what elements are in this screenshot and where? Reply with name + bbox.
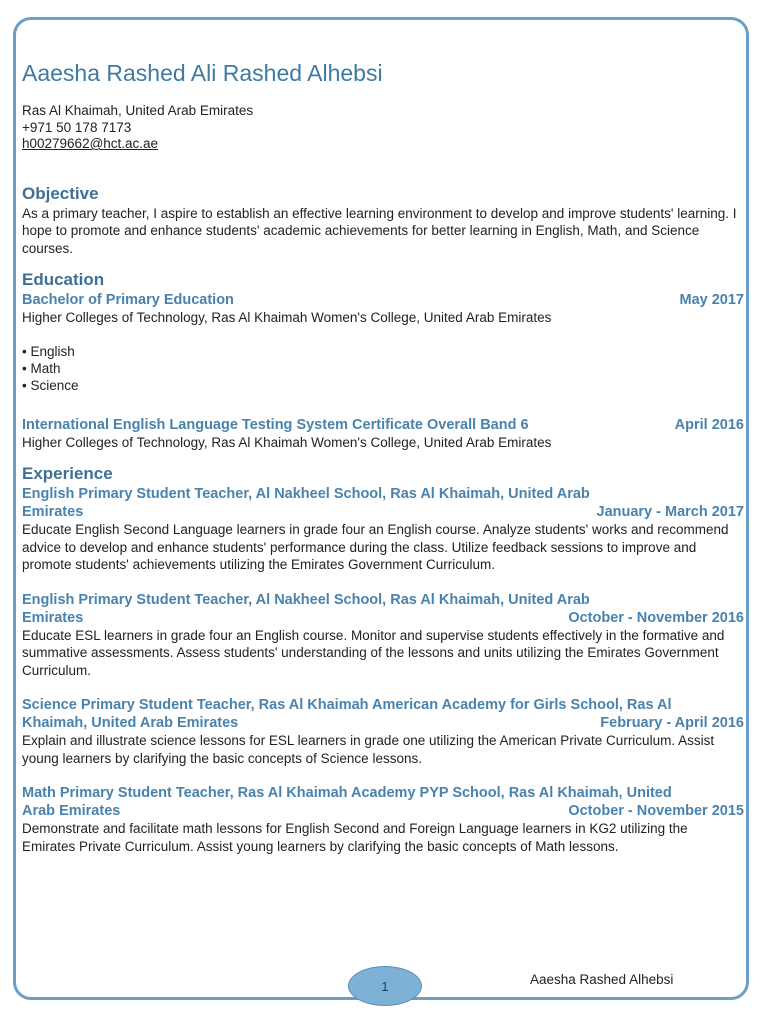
experience-heading: Experience — [22, 464, 113, 483]
education-entry — [22, 291, 744, 394]
contact-email-link[interactable]: h00279662@hct.ac.ae — [22, 136, 159, 151]
experience-title-row — [22, 503, 744, 521]
experience-date: January - March 2017 — [596, 504, 744, 520]
experience-title: English Primary Student Teacher, Al Nakheel School, Ras Al Khaimah, United Arab — [22, 486, 590, 502]
footer-author: Aaesha Rashed Alhebsi — [530, 972, 674, 987]
experience-title-cont: Emirates — [22, 609, 84, 626]
experience-description: Explain and illustrate science lessons for ESL learners in grade one utilizing the American Private Curriculum. Assist young learners by clarifying the basic concepts of Science lessons. — [22, 733, 715, 766]
subject-item: • English — [22, 343, 744, 360]
resume-name: Aaesha Rashed Ali Rashed Alhebsi — [22, 60, 383, 86]
certificate-date: April 2016 — [674, 417, 744, 433]
certificate-title: International English Language Testing System Certificate Overall Band 6 — [22, 417, 529, 433]
subject-list — [22, 343, 744, 394]
experience-date: February - April 2016 — [600, 715, 744, 731]
education-heading: Education — [22, 270, 105, 289]
objective-heading: Objective — [22, 183, 99, 203]
experience-description: Educate English Second Language learners in grade four an English course. Analyze students' works and recommend advice to develop and enhance students' performance during the class. Utilize feedback sessions to improve and promote students' achievements utilizing the Emirates Government Curriculum. — [22, 522, 729, 572]
education-entry — [22, 416, 744, 451]
experience-title-cont: Arab Emirates — [22, 803, 121, 819]
objective-text: As a primary teacher, I aspire to establish an effective learning environment to develop and improve students' learning. I hope to promote and enhance students' academic achievements for better learning in English, Math, and Science courses. — [22, 205, 737, 256]
experience-date: October - November 2015 — [568, 803, 744, 819]
experience-title-cont: Khaimah, United Arab Emirates — [22, 715, 239, 731]
degree-title: Bachelor of Primary Education — [22, 292, 234, 308]
contact-location: Ras Al Khaimah, United Arab Emirates — [22, 103, 254, 118]
experience-title-row — [22, 609, 744, 627]
contact-phone: +971 50 178 7173 — [22, 119, 132, 135]
experience-entry — [22, 485, 744, 574]
resume-content — [22, 58, 744, 855]
experience-title-cont: Emirates — [22, 504, 84, 520]
contact-block — [22, 103, 744, 153]
experience-date: October - November 2016 — [568, 609, 744, 626]
page-number: 1 — [381, 978, 389, 994]
experience-description: Demonstrate and facilitate math lessons for English Second and Foreign Language learners in KG2 utilizing the Emirates Private Curriculum. Assist young learners by clarifying the basic concepts of Math lessons. — [22, 821, 688, 854]
subject-item: • Math — [22, 360, 744, 377]
page-number-badge — [348, 966, 422, 1006]
experience-title: Math Primary Student Teacher, Ras Al Khaimah Academy PYP School, Ras Al Khaimah, United — [22, 785, 672, 801]
experience-entry — [22, 784, 744, 855]
experience-entry — [22, 591, 744, 680]
experience-title-row — [22, 714, 744, 732]
degree-date: May 2017 — [679, 292, 744, 308]
experience-entry — [22, 696, 744, 767]
degree-institution: Higher Colleges of Technology, Ras Al Khaimah Women's College, United Arab Emirates — [22, 310, 552, 325]
experience-description: Educate ESL learners in grade four an English course. Monitor and supervise students effectively in the formative and summative assessments. Assess students' understanding of the lessons and units utilizing the Emirates Government Curriculum. — [22, 627, 725, 678]
education-entry-header — [22, 291, 744, 309]
experience-title: Science Primary Student Teacher, Ras Al Khaimah American Academy for Girls School, Ras Al — [22, 697, 672, 713]
certificate-institution: Higher Colleges of Technology, Ras Al Khaimah Women's College, United Arab Emirates — [22, 435, 552, 450]
experience-title: English Primary Student Teacher, Al Nakheel School, Ras Al Khaimah, United Arab — [22, 591, 590, 608]
experience-title-row — [22, 802, 744, 820]
subject-item: • Science — [22, 377, 744, 394]
education-entry-header — [22, 416, 744, 434]
